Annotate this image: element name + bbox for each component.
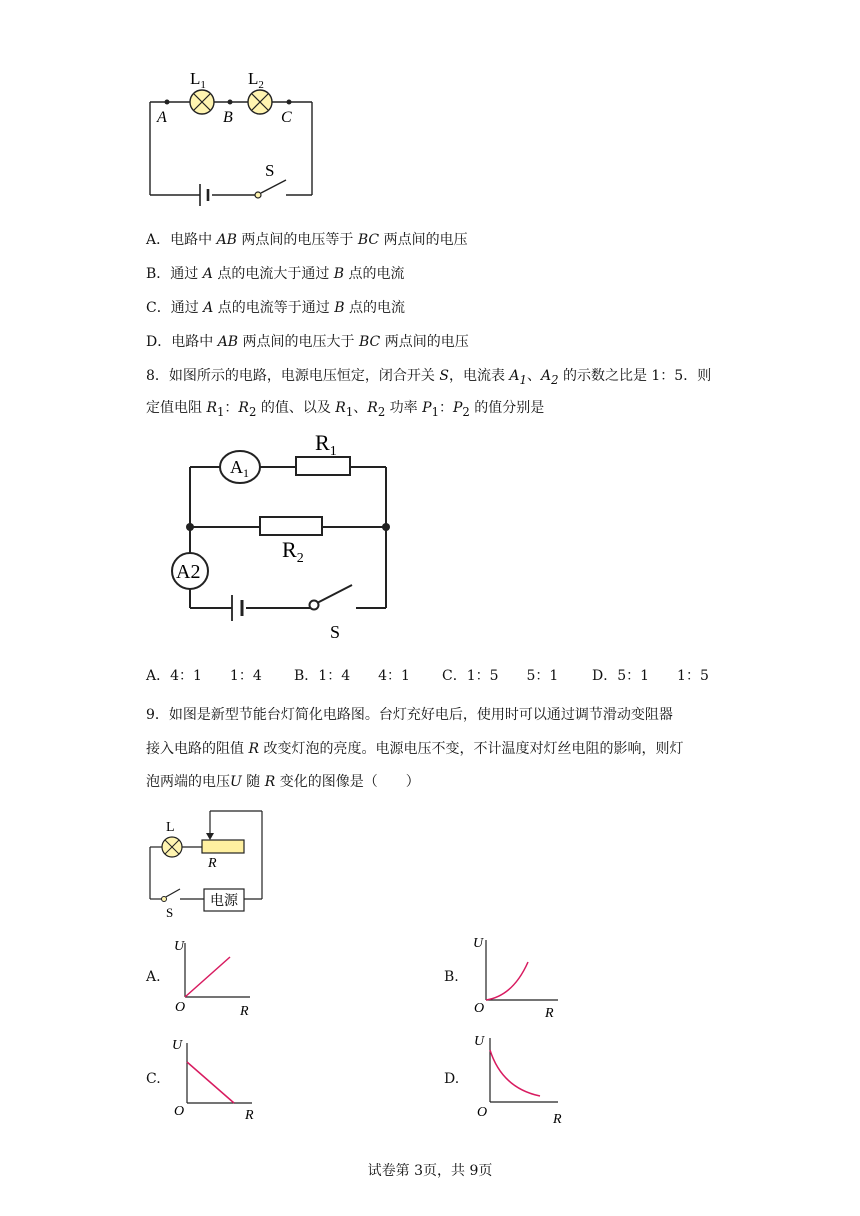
x-axis-label: R — [240, 1004, 249, 1019]
q8-option-b: B．1：4 4：1 — [294, 668, 410, 684]
rheostat-r — [202, 840, 244, 853]
q8-option-c: C．1：5 5：1 — [442, 668, 559, 684]
origin-label: O — [175, 1000, 186, 1015]
slider-arrow-icon — [206, 833, 214, 840]
graph-b — [468, 930, 568, 1022]
label-r2: $R_2$ — [282, 537, 304, 566]
y-axis-label: U — [172, 1038, 183, 1053]
label-l1: $L_1$ — [190, 69, 206, 91]
page-footer: 试卷第 3页，共 9页 — [367, 1163, 493, 1179]
node-c-dot — [287, 100, 292, 105]
graph-label-d: D. — [444, 1071, 460, 1087]
node-a-dot — [165, 100, 170, 105]
switch-pivot-icon — [255, 192, 261, 198]
resistor-r2 — [260, 517, 322, 535]
graph-c — [170, 1035, 265, 1125]
label-s: S — [265, 161, 275, 180]
graph-d — [470, 1030, 570, 1125]
series-circuit-diagram — [140, 60, 330, 220]
q7-option-a: A．电路中 AB 两点间的电压等于 BC 两点间的电压 — [146, 232, 468, 248]
label-a1: $A_1$ — [230, 457, 249, 480]
label-l2: $L_2$ — [248, 69, 264, 91]
graph-curve — [486, 962, 528, 1000]
q8-stem-line1: 8．如图所示的电路，电源电压恒定，闭合开关 S，电流表 $A_1$、$A_2$ 的示数之比是 1：5．则 — [146, 368, 712, 387]
q9-stem-line2: 接入电路的阻值 R 改变灯泡的亮度。电源电压不变，不计温度对灯丝电阻的影响，则灯 — [146, 741, 684, 757]
graph-label-b: B. — [444, 969, 459, 985]
lamp-l-icon — [162, 837, 182, 857]
lamp-l1-icon — [190, 90, 214, 114]
lamp-l2-icon — [248, 90, 272, 114]
q9-stem-line1: 9．如图是新型节能台灯简化电路图。台灯充好电后，使用时可以通过调节滑动变阻器 — [146, 707, 673, 723]
node-b-dot — [228, 100, 233, 105]
graph-curve — [185, 957, 230, 997]
q9-stem-line3: 泡两端的电压U 随 R 变化的图像是（ ） — [146, 774, 420, 790]
graph-label-c: C. — [146, 1071, 161, 1087]
parallel-circuit-diagram — [160, 425, 410, 650]
graph-curve — [490, 1050, 540, 1096]
x-axis-label: R — [245, 1108, 254, 1123]
q7-option-d: D．电路中 AB 两点间的电压大于 BC 两点间的电压 — [146, 334, 469, 350]
junction-left-dot — [186, 523, 194, 531]
junction-right-dot — [382, 523, 390, 531]
graph-curve — [187, 1062, 234, 1103]
origin-label: O — [174, 1104, 185, 1119]
q7-option-c: C．通过 A 点的电流等于通过 B 点的电流 — [146, 300, 405, 316]
lamp-circuit-diagram — [140, 805, 275, 923]
label-l: L — [166, 820, 175, 835]
label-power-source: 电源 — [210, 894, 238, 909]
x-axis-label: R — [545, 1006, 554, 1021]
graph-label-a: A. — [146, 969, 161, 985]
q8-option-a: A．4：1 1：4 — [146, 668, 262, 684]
switch-pivot-icon — [310, 601, 319, 610]
q7-option-b: B．通过 A 点的电流大于通过 B 点的电流 — [146, 266, 405, 282]
x-axis-label: R — [553, 1112, 562, 1125]
q8-option-d: D．5：1 1：5 — [592, 668, 709, 684]
resistor-r1 — [296, 457, 350, 475]
origin-label: O — [477, 1105, 488, 1120]
q8-stem-line2: 定值电阻 $R_1$：$R_2$ 的值、以及 $R_1$、$R_2$ 功率 $P_1$：$P_2$ 的值分别是 — [146, 400, 545, 419]
label-b: B — [223, 109, 233, 126]
origin-label: O — [474, 1001, 485, 1016]
y-axis-label: U — [473, 936, 484, 951]
label-a2: A2 — [176, 561, 201, 583]
graph-a — [170, 935, 260, 1020]
switch-pivot-icon — [162, 897, 167, 902]
y-axis-label: U — [174, 939, 185, 954]
label-r: R — [208, 856, 217, 871]
label-c: C — [281, 109, 292, 126]
label-s: S — [330, 622, 341, 642]
label-s: S — [166, 905, 174, 920]
label-a: A — [157, 109, 167, 126]
y-axis-label: U — [474, 1034, 485, 1049]
label-r1: $R_1$ — [315, 430, 337, 459]
